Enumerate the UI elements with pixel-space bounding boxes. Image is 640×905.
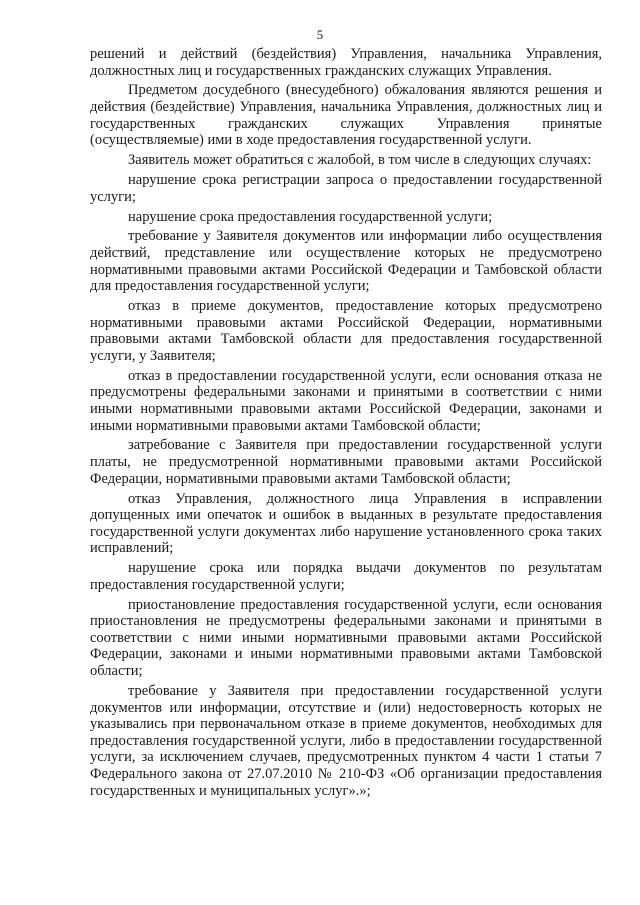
paragraph-continuation: решений и действий (бездействия) Управления, начальника Управления, должностных лиц и государственных гражданских служащих Управления. [90,46,602,79]
paragraph-case-service-deadline: нарушение срока предоставления государственной услуги; [128,208,493,225]
paragraph-subject-of-appeal: Предметом досудебного (внесудебного) обжалования являются решения и действия (бездействие) Управления, начальника Управления, должностных лиц и государственных гражданских служащих Управления принятые (осуществляемые) ими в ходе предоставления государственной услуги. [90,82,602,149]
paragraph-case-payment-demand: затребование с Заявителя при предоставлении государственной услуги платы, не предусмотренной нормативными правовыми актами Российской Федерации, нормативными правовыми актами Тамбовской области; [90,437,602,487]
paragraph-case-missing-documents: требование у Заявителя при предоставлении государственной услуги документов или информации, отсутствие и (или) недостоверность которых не указывались при первоначальном отказе в приеме документов, необходимых для предоставления государственной услуги, либо в предоставлении государственной услуги, за исключением случаев, предусмотренных пунктом 4 части 1 статьи 7 Федерального закона от 27.07.2010 № 210-ФЗ «Об организации предоставления государственных и муниципальных услуг».»; [90,682,602,799]
paragraph-case-documents-request: требование у Заявителя документов или информации либо осуществления действий, представление или осуществление которых не предусмотрено нормативными правовыми актами Российской Федерации и Тамбовской области для предоставления государственной услуги; [90,228,602,295]
paragraph-case-refusal-service: отказ в предоставлении государственной услуги, если основания отказа не предусмотрены федеральными законами и принятыми в соответствии с ними иными нормативными правовыми актами Российской Федерации, законами и иными нормативными правовыми актами Тамбовской области; [90,367,602,434]
paragraph-case-refusal-acceptance: отказ в приеме документов, предоставление которых предусмотрено нормативными правовыми актами Российской Федерации, нормативными правовыми актами Тамбовской области для предоставления государственной услуги, у Заявителя; [90,298,602,364]
paragraph-case-issue-deadline: нарушение срока или порядка выдачи документов по результатам предоставления государственной услуги; [90,560,602,593]
page-number: 5 [316,27,324,42]
paragraph-case-registration-deadline: нарушение срока регистрации запроса о предоставлении государственной услуги; [90,172,602,205]
document-body [90,46,602,802]
paragraph-case-error-correction: отказ Управления, должностного лица Управления в исправлении допущенных ими опечаток и ошибок в выданных в результате предоставления государственной услуги документах либо нарушение установленного срока таких исправлений; [90,490,602,557]
paragraph-complaint-cases-intro: Заявитель может обратиться с жалобой, в том числе в следующих случаях: [128,152,592,169]
paragraph-case-suspension: приостановление предоставления государственной услуги, если основания приостановления не предусмотрены федеральными законами и принятыми в соответствии с ними иными нормативными правовыми актами Российской Федерации, законами и иными нормативными правовыми актами Тамбовской области; [90,596,602,680]
